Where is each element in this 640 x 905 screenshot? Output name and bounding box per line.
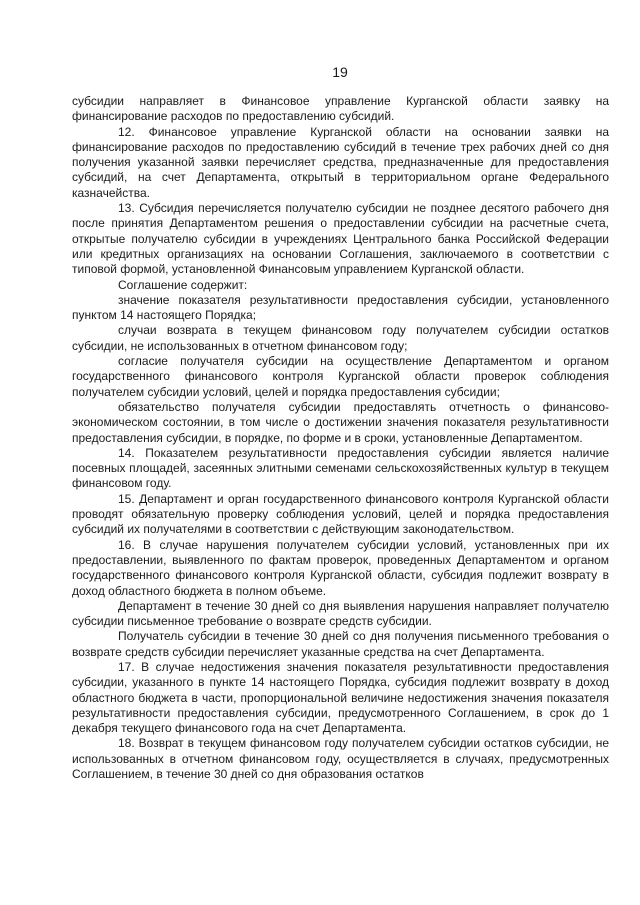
paragraph-12: 12. Финансовое управление Курганской области на основании заявки на финансирование расходов по предоставлению субсидий в течение трех рабочих дней со дня получения указанной заявки перечисляет средства, предназначенные для предоставления субсидий, на счет Департамента, открытый в территориальном органе Федерального казначейства.: [72, 124, 609, 200]
paragraph-18: 18. Возврат в текущем финансовом году получателем субсидии остатков субсидии, не использованных в отчетном финансовом году, осуществляется в случаях, предусмотренных Соглашением, в течение 30 дней со дня образования остатков: [72, 736, 609, 782]
paragraph-14: 14. Показателем результативности предоставления субсидии является наличие посевных площадей, засеянных элитными семенами сельскохозяйственных культур в текущем финансовом году.: [72, 445, 609, 491]
paragraph-16-notice: Департамент в течение 30 дней со дня выявления нарушения направляет получателю субсидии письменное требование о возврате средств субсидии.: [72, 598, 609, 629]
agreement-item-consent: согласие получателя субсидии на осуществление Департаментом и органом государственного финансового контроля Курганской области проверок соблюдения получателем субсидии условий, целей и порядка предоставления субсидии;: [72, 354, 609, 399]
agreement-contents-heading: Соглашение содержит:: [118, 277, 248, 292]
paragraph-16-payment: Получатель субсидии в течение 30 дней со дня получения письменного требования о возврате средств субсидии перечисляет указанные средства на счет Департамента.: [72, 629, 609, 659]
paragraph-11-continuation: субсидии направляет в Финансовое управление Курганской области заявку на финансирование расходов по предоставлению субсидий.: [72, 94, 609, 124]
paragraph-17: 17. В случае недостижения значения показателя результативности предоставления субсидии, указанного в пункте 14 настоящего Порядка, субсидия подлежит возврату в доход областного бюджета в части, пропорциональной величине недостижения значения показателя результативности предоставления субсидии, предусмотренного Соглашением, в срок до 1 декабря текущего финансового года на счет Департамента.: [72, 659, 609, 736]
agreement-item-indicator: значение показателя результативности предоставления субсидии, установленного пунктом 14 настоящего Порядка;: [72, 292, 609, 323]
paragraph-15: 15. Департамент и орган государственного финансового контроля Курганской области проводят обязательную проверку соблюдения условий, целей и порядка предоставления субсидий их получателями в соответствии с действующим законодательством.: [72, 491, 609, 537]
document-body: [72, 94, 609, 782]
paragraph-16: 16. В случае нарушения получателем субсидии условий, установленных при их предоставлении, выявленного по фактам проверок, проведенных Департаментом и органом государственного финансового контроля Курганской области, субсидия подлежит возврату в доход областного бюджета в полном объеме.: [72, 537, 609, 598]
page-number: 19: [332, 64, 348, 80]
agreement-item-return-cases: случаи возврата в текущем финансовом году получателем субсидии остатков субсидии, не использованных в отчетном финансовом году;: [72, 323, 609, 353]
paragraph-13: 13. Субсидия перечисляется получателю субсидии не позднее десятого рабочего дня после принятия Департаментом решения о предоставлении субсидии на расчетные счета, открытые получателю субсидии в учреждениях Центрального банка Российской Федерации или кредитных организациях на основании Соглашения, заключаемого в соответствии с типовой формой, установленной Финансовым управлением Курганской области.: [72, 201, 609, 277]
agreement-item-reporting: обязательство получателя субсидии предоставлять отчетность о финансово-экономическом состоянии, в том числе о достижении значения показателя результативности предоставления субсидии, в порядке, по форме и в сроки, установленные Департаментом.: [72, 399, 609, 445]
